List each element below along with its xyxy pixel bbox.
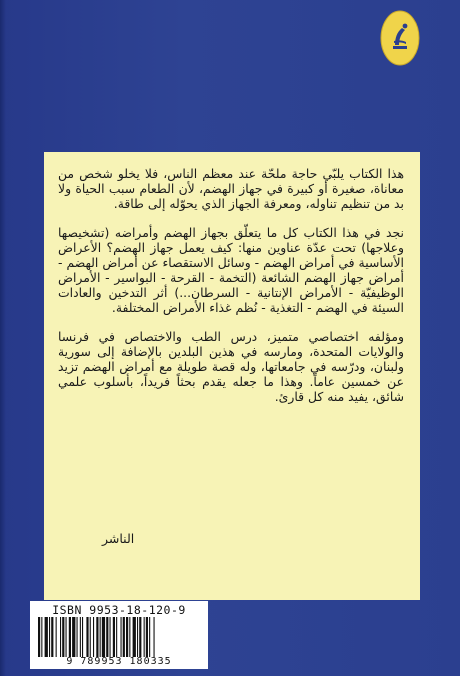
barcode-bar — [96, 617, 98, 657]
barcode-bar — [129, 617, 130, 657]
barcode-bar — [123, 617, 125, 657]
barcode-bar — [82, 617, 83, 657]
barcode-bar — [121, 617, 122, 657]
barcode-bar — [72, 617, 75, 657]
barcode-bar — [38, 617, 40, 657]
barcode-bar — [144, 617, 145, 657]
barcode-bar — [77, 617, 78, 657]
blurb-paragraph-1: هذا الكتاب يلبّي حاجة ملحّة عند معظم الناس، فلا يخلو شخص من معاناة، صغيرة أو كبيرة في جهاز الهضم، لأن الطعام سبب الحياة ولا بد من تنظيم تناوله، ومعرفة الجهاز الذي يحوّله إلى طاقة. — [58, 166, 404, 211]
barcode-label — [30, 601, 208, 669]
barcode-bar — [126, 617, 128, 657]
barcode-bar — [80, 617, 81, 657]
barcode-bar — [106, 617, 108, 657]
ean-number: 9 789953 180335 — [66, 656, 172, 667]
barcode-bar — [86, 617, 88, 657]
barcode-bar — [90, 617, 91, 657]
barcode-bar — [93, 617, 94, 657]
barcode-bar — [139, 617, 141, 657]
barcode-bar — [60, 617, 61, 657]
barcode-bar — [66, 617, 67, 657]
spine-edge — [0, 0, 6, 676]
blurb-panel — [44, 152, 420, 600]
barcode-bar — [62, 617, 64, 657]
barcode-bar — [110, 617, 111, 657]
barcode-bar — [56, 617, 57, 657]
publisher-emblem-icon — [380, 10, 420, 66]
barcode-bar — [102, 617, 105, 657]
blurb-paragraph-2: نجد في هذا الكتاب كل ما يتعلّق بجهاز الهضم وأمراضه (تشخيصها وعلاجها) تحت عدّة عناوين منها: كيف يعمل جهاز الهضم؟ الأعراض الأساسية في أمراض الهضم - وسائل الاستقصاء عن أمراض الهضم - أمراض جهاز الهضم الشائعة (التخمة - القرحة - البواسير - الأمراض الوظيفيّة - الأمراض الإنتانية - السرطان...) أثر التدخين والعادات السيئة في الهضم - التغذية - نُظم غذاء الأمراض المختلفة. — [58, 225, 404, 315]
barcode-bar — [116, 617, 117, 657]
barcode-bar — [146, 617, 148, 657]
barcode-bar — [69, 617, 71, 657]
barcode-bar — [100, 617, 101, 657]
barcode-bar — [154, 617, 155, 657]
blurb-paragraph-3: ومؤلفه اختصاصي متميز، درس الطب والاختصاص في فرنسا والولايات المتحدة، ومارسه في هذين البلدين بالإضافة إلى سورية ولبنان، ودرّسه في جامعاتها، وله قصة طويلة مع أمراض الهضم تزيد عن خمسين عاماً. وهذا ما جعله يقدم بحثاً فريداً، بأسلوب علمي شائق، يفيد منه كل قارئ. — [58, 329, 404, 404]
barcode-bar — [137, 617, 138, 657]
barcode-bar — [45, 617, 48, 657]
barcode-bar — [149, 617, 150, 657]
barcode-bar — [51, 617, 53, 657]
publisher-signature: الناشر — [102, 531, 135, 546]
barcode-bar — [49, 617, 50, 657]
barcode-bar — [133, 617, 136, 657]
isbn-text: ISBN 9953-18-120-9 — [52, 603, 186, 617]
barcode-bar — [113, 617, 115, 657]
barcode-bar — [41, 617, 42, 657]
barcode-bars — [38, 617, 200, 657]
